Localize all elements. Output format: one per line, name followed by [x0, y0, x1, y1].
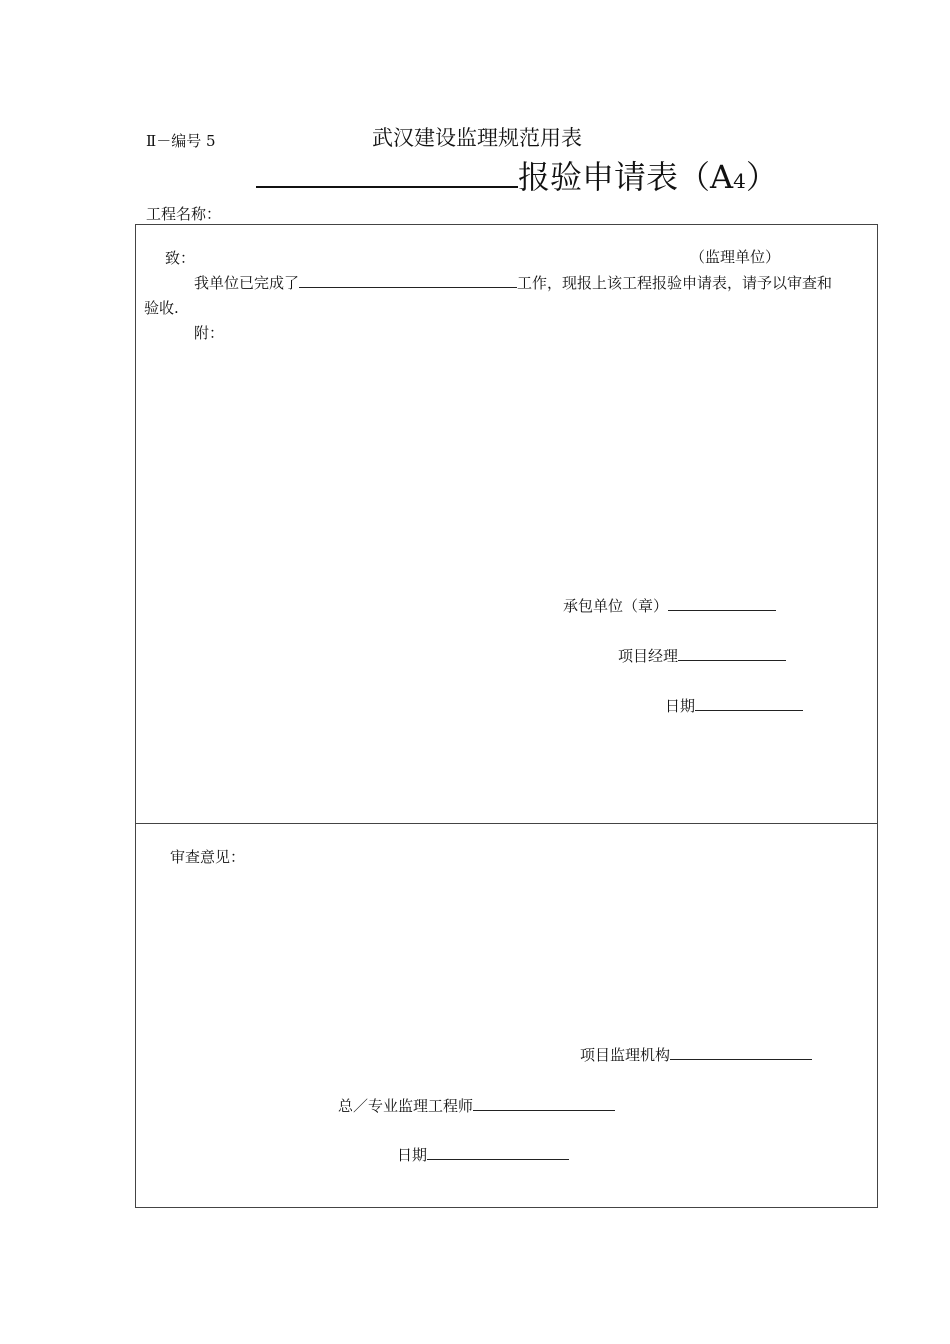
- engineer-row: [338, 1095, 615, 1116]
- main-title-end: ）: [745, 158, 778, 196]
- main-title-subscript: 4: [733, 169, 746, 193]
- attachment-label: 附：: [194, 324, 225, 342]
- contractor-blank[interactable]: [668, 595, 776, 611]
- review-date-label: 日期: [397, 1146, 428, 1164]
- body-prefix: 我单位已完成了: [194, 274, 300, 292]
- form-number: Ⅱ－编号 5: [146, 132, 216, 150]
- manager-row: [618, 645, 786, 666]
- main-title: 报验申请表（A: [518, 158, 734, 196]
- form-type-blank[interactable]: [256, 150, 518, 188]
- review-date-row: [397, 1144, 569, 1165]
- manager-blank[interactable]: [678, 645, 786, 661]
- project-name-label: 工程名称：: [146, 205, 222, 223]
- completed-work-blank[interactable]: [299, 272, 517, 288]
- engineer-label: 总／专业监理工程师: [338, 1097, 474, 1115]
- main-title-row: [256, 150, 778, 196]
- review-opinion-label: 审查意见：: [170, 848, 246, 866]
- supervision-org-label: 项目监理机构: [580, 1046, 671, 1064]
- application-date-label: 日期: [665, 697, 696, 715]
- application-section: [135, 224, 878, 824]
- application-body-line1: [194, 272, 832, 293]
- supervision-org-blank[interactable]: [670, 1044, 812, 1060]
- application-body-line2: 验收.: [144, 299, 179, 317]
- engineer-blank[interactable]: [473, 1095, 615, 1111]
- application-date-blank[interactable]: [695, 695, 803, 711]
- manager-label: 项目经理: [618, 647, 679, 665]
- to-label: 致：: [165, 249, 196, 267]
- top-title: 武汉建设监理规范用表: [372, 126, 582, 150]
- contractor-label: 承包单位（章）: [563, 597, 669, 615]
- contractor-row: [563, 595, 776, 616]
- application-date-row: [665, 695, 803, 716]
- supervisor-unit-note: （监理单位）: [690, 248, 781, 266]
- body-suffix: 工作，现报上该工程报验申请表，请予以审查和: [517, 274, 833, 292]
- review-date-blank[interactable]: [427, 1144, 569, 1160]
- supervision-org-row: [580, 1044, 812, 1065]
